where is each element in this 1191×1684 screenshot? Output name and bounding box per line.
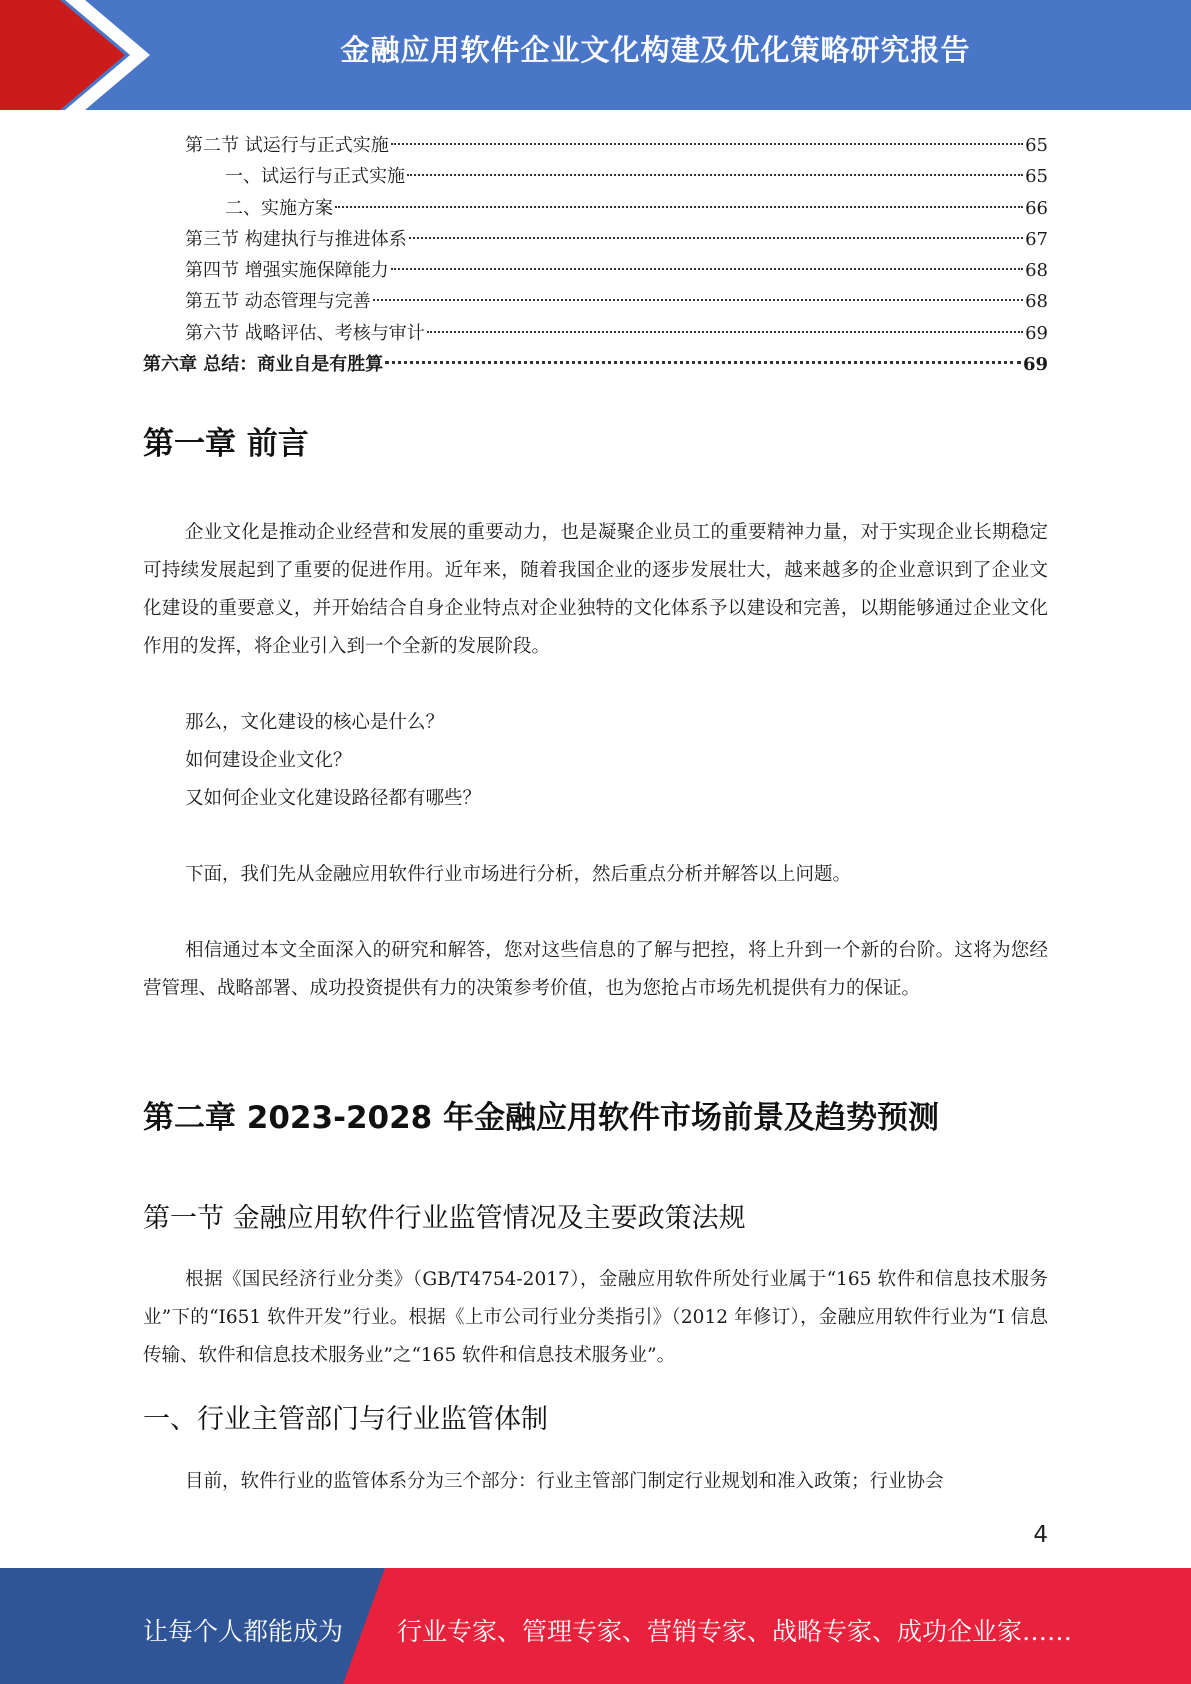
subsection-1-paragraph: 目前，软件行业的监管体系分为三个部分：行业主管部门制定行业规划和准入政策；行业协会 <box>185 1471 944 1492</box>
chapter-1-paragraph-1: 企业文化是推动企业经营和发展的重要动力，也是凝聚企业员工的重要精神力量，对于实现企业长期稳定可持续发展起到了重要的促进作用。近年来，随着我国企业的逐步发展壮大，越来越多的企业意识到了企业文化建设的重要意义，并开始结合自身企业特点对企业独特的文化体系予以建设和完善，以期能够通过企业文化作用的发挥，将企业引入到一个全新的发展阶段。 <box>143 522 1048 657</box>
toc-entry-label: 第五节 动态管理与完善 <box>185 291 371 313</box>
toc-entry[interactable] <box>143 318 1048 349</box>
question-line-3: 又如何企业文化建设路径都有哪些？ <box>185 788 482 809</box>
toc-leader-dots <box>407 174 1023 176</box>
toc-entry[interactable] <box>143 349 1048 380</box>
toc-leader-dots <box>385 361 1021 364</box>
toc-leader-dots <box>391 143 1023 145</box>
toc-entry[interactable] <box>143 286 1048 317</box>
toc-entry[interactable] <box>143 255 1048 286</box>
toc-entry[interactable] <box>143 224 1048 255</box>
toc-leader-dots <box>373 299 1023 301</box>
table-of-contents <box>143 130 1048 380</box>
footer-slogan-left: 让每个人都能成为 <box>143 1617 344 1646</box>
section-1-title: 第一节 金融应用软件行业监管情况及主要政策法规 <box>143 1203 746 1234</box>
toc-entry-label: 第六节 战略评估、考核与审计 <box>185 322 425 344</box>
header-arrow-decoration <box>0 0 160 110</box>
toc-entry-page: 67 <box>1025 228 1048 250</box>
chapter-2-title: 第二章 2023-2028 年金融应用软件市场前景及趋势预测 <box>143 1100 940 1136</box>
toc-entry[interactable] <box>143 193 1048 224</box>
toc-entry-label: 二、实施方案 <box>225 197 333 219</box>
section-1-paragraph: 根据《国民经济行业分类》（GB/T4754-2017），金融应用软件所处行业属于“165 软件和信息技术服务业”下的“I651 软件开发”行业。根据《上市公司行业分类指引》（2012 年修订），金融应用软件行业为“I 信息传输、软件和信息技术服务业”之“165 软件和信息技术服务业”。 <box>143 1269 1048 1366</box>
page-number: 4 <box>1033 1522 1048 1548</box>
toc-entry-label: 第二节 试运行与正式实施 <box>185 135 389 156</box>
subsection-1-title: 一、行业主管部门与行业监管体制 <box>143 1404 548 1435</box>
toc-entry-page: 69 <box>1025 322 1048 344</box>
toc-entry-label: 第三节 构建执行与推进体系 <box>185 228 407 250</box>
question-line-1: 那么，文化建设的核心是什么？ <box>185 712 445 733</box>
toc-entry-page: 65 <box>1025 135 1048 156</box>
toc-leader-dots <box>391 268 1023 270</box>
question-line-2: 如何建设企业文化？ <box>185 750 352 771</box>
toc-entry-page: 65 <box>1025 166 1048 188</box>
toc-entry-page: 69 <box>1022 354 1048 376</box>
page-header <box>0 0 1191 110</box>
chapter-1-paragraph-2: 下面，我们先从金融应用软件行业市场进行分析，然后重点分析并解答以上问题。 <box>185 864 852 885</box>
toc-entry-label: 一、试运行与正式实施 <box>225 166 405 188</box>
toc-entry-page: 68 <box>1025 260 1048 282</box>
toc-entry[interactable] <box>143 161 1048 192</box>
report-title: 金融应用软件企业文化构建及优化策略研究报告 <box>340 33 971 67</box>
toc-entry-label: 第六章 总结：商业自是有胜算 <box>143 354 384 376</box>
chapter-1-title: 第一章 前言 <box>143 426 309 462</box>
footer-slogan-right: 行业专家、管理专家、营销专家、战略专家、成功企业家…… <box>397 1617 1073 1646</box>
toc-leader-dots <box>335 206 1023 208</box>
toc-entry-label: 第四节 增强实施保障能力 <box>185 260 389 282</box>
toc-entry[interactable] <box>143 130 1048 161</box>
toc-entry-page: 68 <box>1025 291 1048 313</box>
chapter-1-paragraph-3: 相信通过本文全面深入的研究和解答，您对这些信息的了解与把控，将上升到一个新的台阶。这将为您经营管理、战略部署、成功投资提供有力的决策参考价值，也为您抢占市场先机提供有力的保证。 <box>143 940 1048 999</box>
toc-entry-page: 66 <box>1025 197 1048 219</box>
toc-leader-dots <box>409 237 1023 239</box>
toc-leader-dots <box>427 331 1023 333</box>
